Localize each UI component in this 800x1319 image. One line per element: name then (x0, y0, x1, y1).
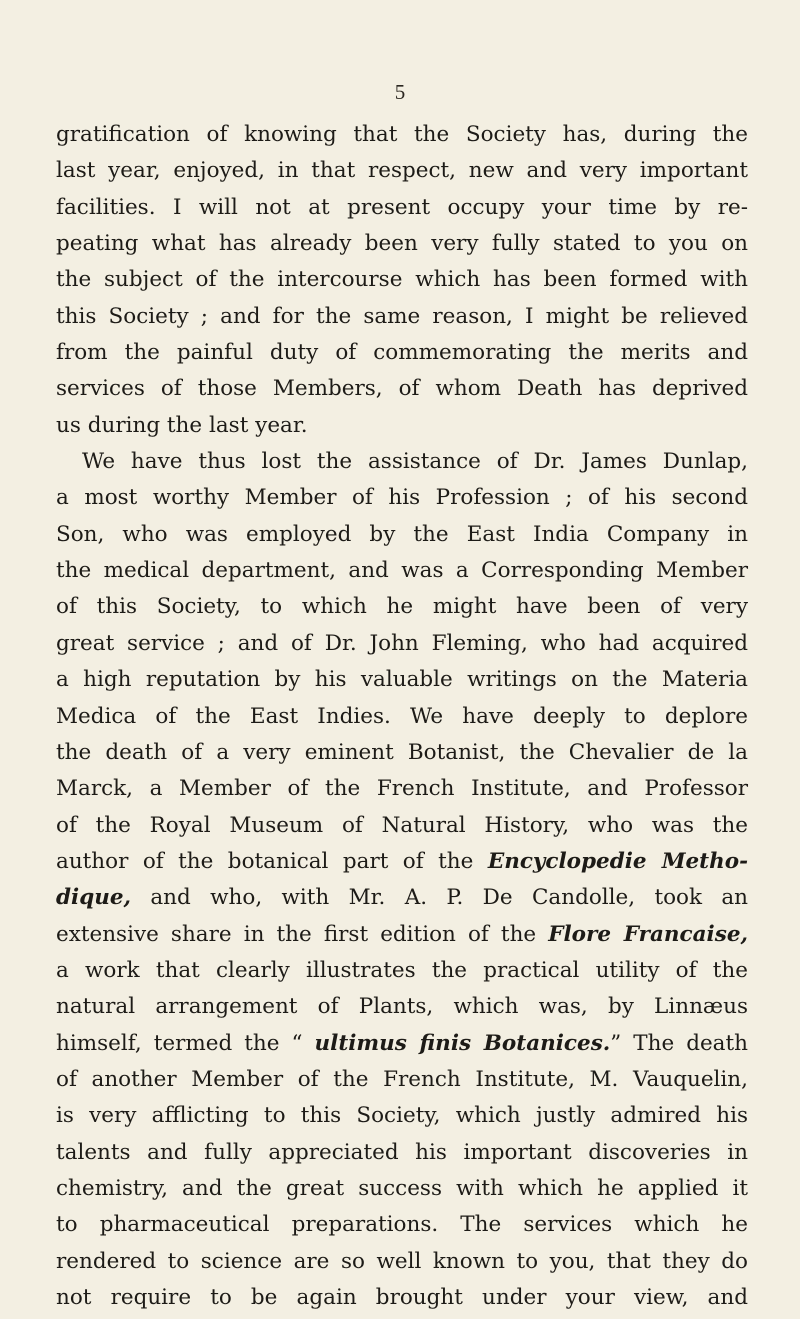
text-line: the subject of the intercourse which has been formed with (56, 267, 748, 293)
page-number: 5 (394, 80, 406, 104)
text-line: gratification of knowing that the Society has, during the (56, 122, 748, 147)
text-line: a work that clearly illustrates the practical utility of the (56, 957, 748, 983)
text-run: author of the botanical part of the (56, 848, 488, 874)
italic-title-flore: Flore Francaise, (548, 921, 748, 947)
text-line: talents and fully appreciated his important discoveries in (56, 1139, 748, 1165)
text-line: not require to be again brought under your view, and (56, 1285, 748, 1310)
text-line: of the Royal Museum of Natural History, who was the (56, 812, 748, 838)
text-line: Marck, a Member of the French Institute, and Professor (56, 776, 748, 802)
text-line: this Society ; and for the same reason, I might be relieved (56, 303, 748, 329)
text-run: extensive share in the first edition of the (56, 921, 549, 947)
text-line: of another Member of the French Institute, M. Vauquelin, (56, 1066, 748, 1092)
text-line: the death of a very eminent Botanist, the Chevalier de la (56, 739, 748, 765)
text-line (56, 880, 748, 916)
text-line: of this Society, to which he might have been of very (56, 594, 748, 620)
text-run: himself, termed the “ (56, 1030, 315, 1056)
italic-quote: ultimus finis Botanices. (314, 1030, 611, 1056)
text-line: the medical department, and was a Corresponding Member (56, 558, 748, 584)
text-line-paragraph-end: us during the last year. (56, 412, 308, 438)
text-line: last year, enjoyed, in that respect, new and very important (56, 158, 748, 184)
text-line: Son, who was employed by the East India Company in (56, 521, 748, 547)
text-line: great service ; and of Dr. John Fleming, who had acquired (56, 630, 748, 656)
text-line: a most worthy Member of his Profession ; of his second (56, 485, 748, 511)
text-line: facilities. I will not at present occupy your time by re- (56, 194, 748, 220)
text-line: natural arrangement of Plants, which was, by Linnæus (56, 994, 748, 1020)
text-line: rendered to science are so well known to you, that they do (56, 1248, 748, 1274)
italic-title-encyclopedie-cont: dique, (56, 885, 132, 911)
italic-title-encyclopedie: Encyclopedie Metho- (487, 848, 749, 874)
text-line: chemistry, and the great success with which he applied it (56, 1175, 748, 1201)
text-line: services of those Members, of whom Death has deprived (56, 376, 748, 402)
text-line (56, 917, 748, 953)
text-line: peating what has already been very fully stated to you on (56, 231, 748, 257)
text-run: and who, with Mr. A. P. De Candolle, took an (131, 885, 748, 911)
text-line (56, 844, 748, 880)
text-line: is very afflicting to this Society, which justly admired his (56, 1103, 748, 1129)
text-line: to pharmaceutical preparations. The services which he (56, 1212, 748, 1238)
text-line-paragraph-start: We have thus lost the assistance of Dr. James Dunlap, (82, 449, 748, 475)
text-line: Medica of the East Indies. We have deeply to deplore (56, 703, 748, 729)
text-run: ” The death (610, 1030, 748, 1056)
text-line: from the painful duty of commemorating the merits and (56, 340, 748, 366)
body-text (56, 117, 748, 1316)
text-line: a high reputation by his valuable writings on the Materia (56, 667, 748, 693)
text-line (56, 1026, 748, 1062)
